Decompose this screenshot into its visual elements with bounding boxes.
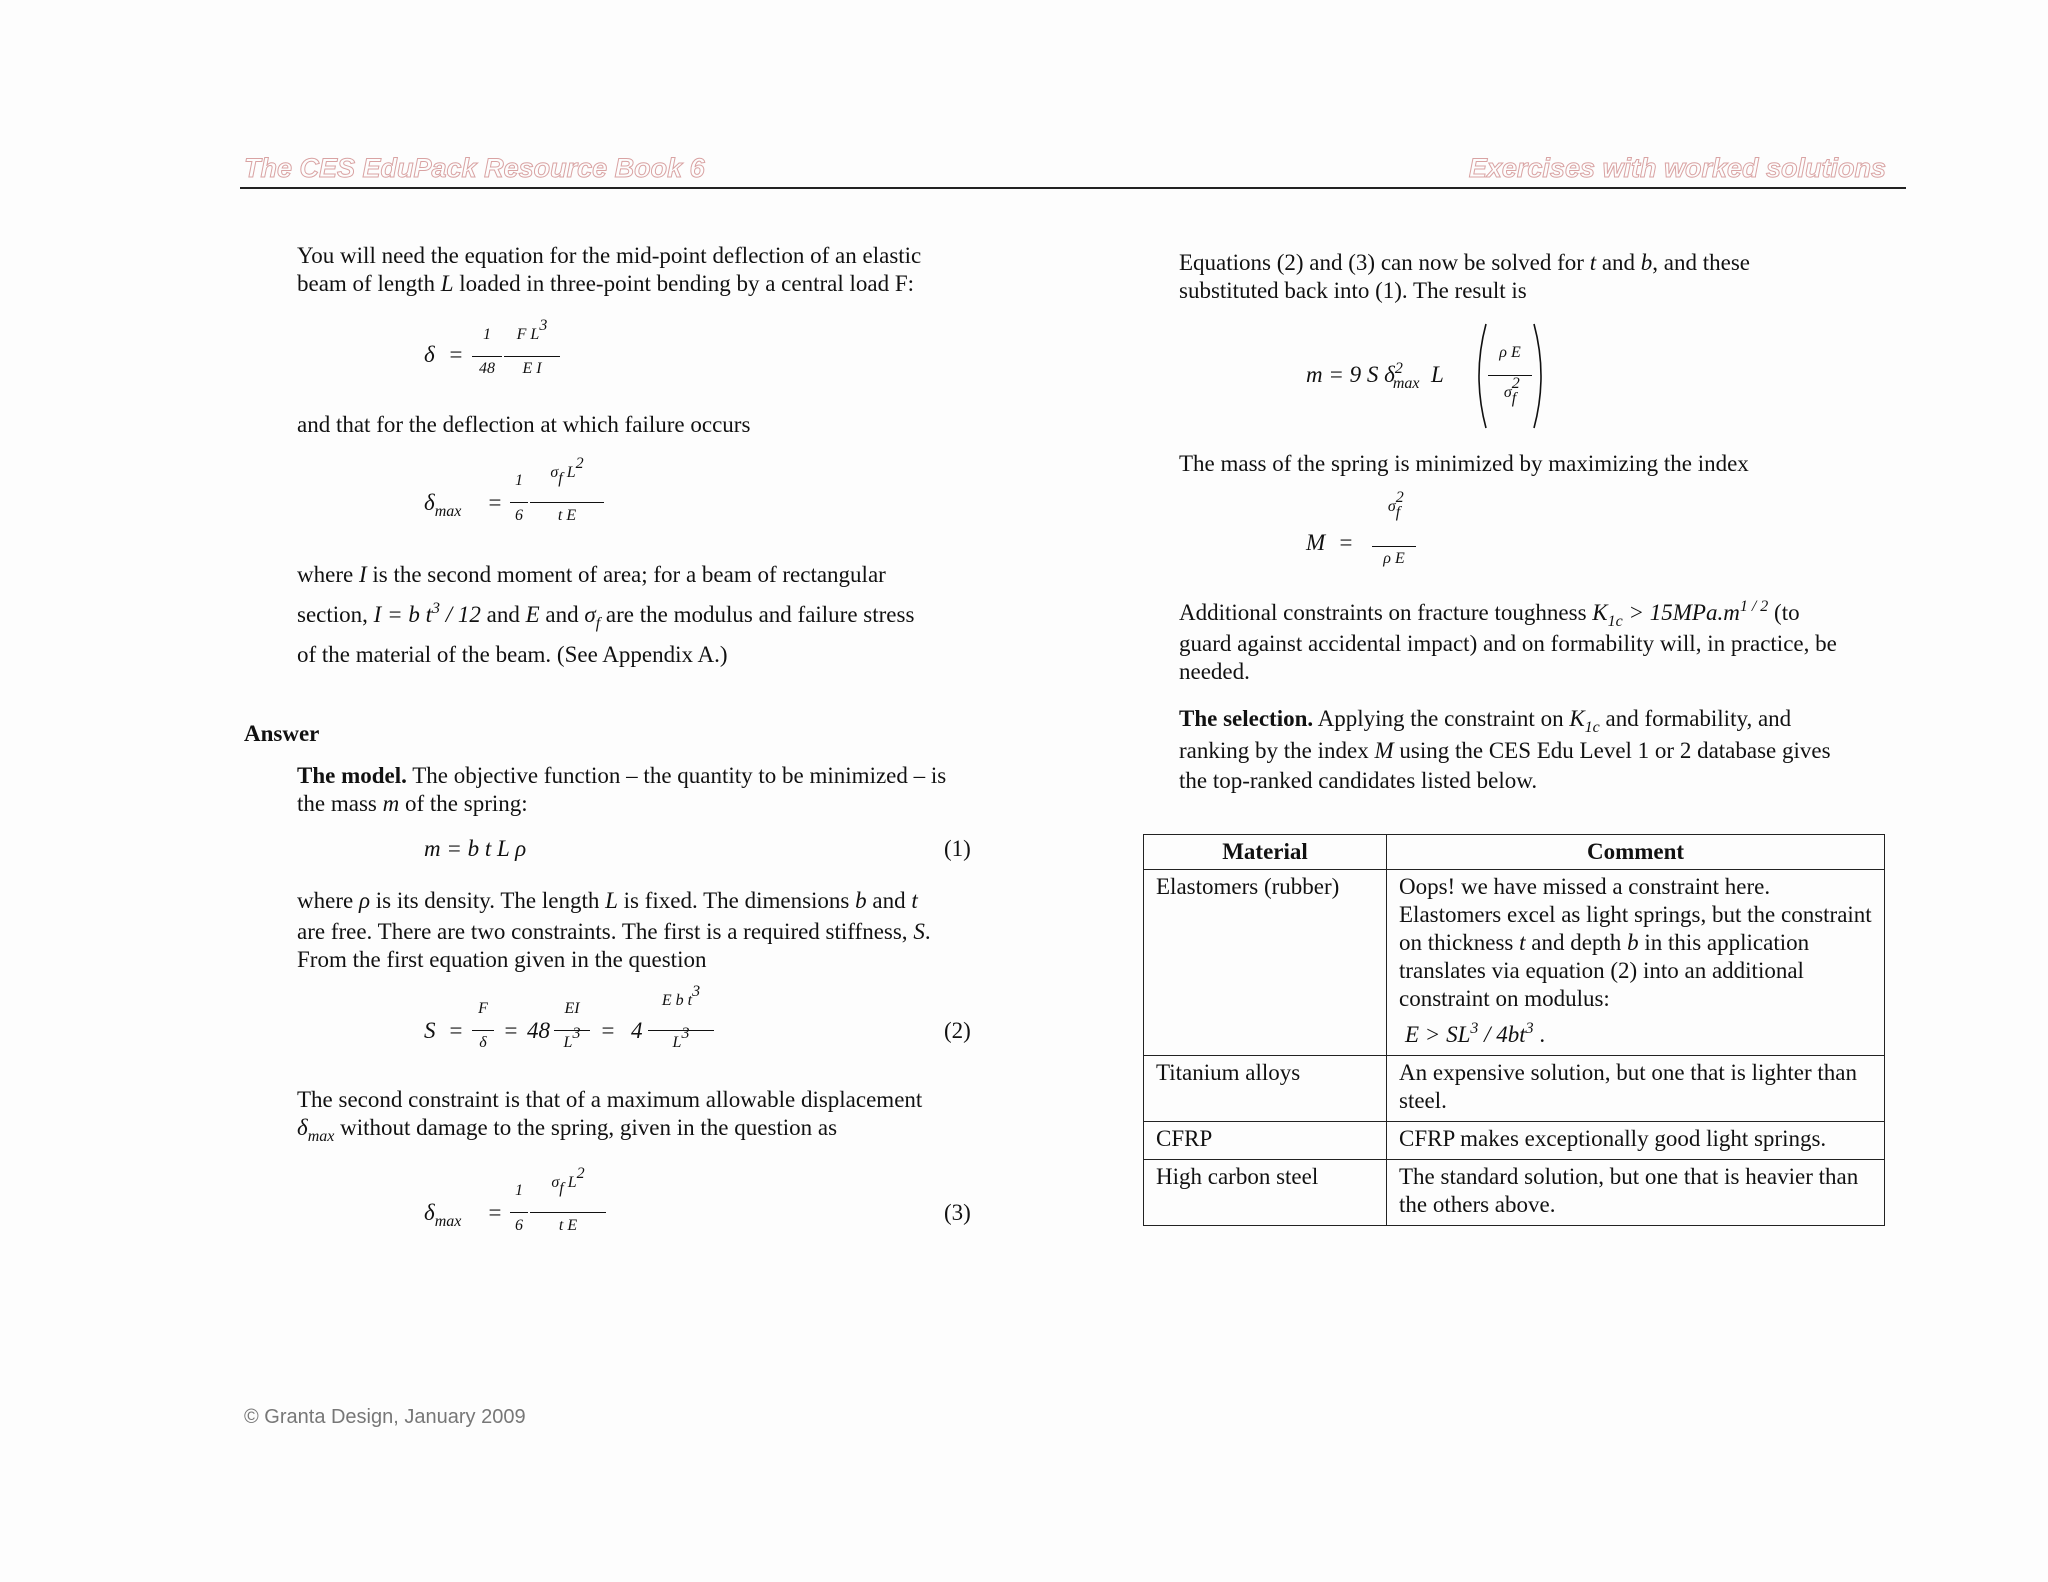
table-header-row (1144, 835, 1885, 870)
eq-num-1: 1 (515, 1182, 523, 1199)
where-line-1 (297, 555, 914, 595)
var-I: I (358, 562, 367, 587)
eq-rhoE: ρ E (1383, 550, 1405, 567)
eq-equals: = (487, 1200, 503, 1225)
text: loaded in three-point bending by a central load F: (453, 271, 915, 296)
bold-label: The selection. (1179, 706, 1314, 731)
var-t: t (911, 888, 918, 913)
fraction-bar (530, 502, 604, 503)
eq-sub: f (1395, 504, 1401, 521)
eq-sup: 3 (692, 983, 701, 1000)
eq-EI: EI (564, 1000, 580, 1017)
eq-L: L (563, 1034, 573, 1051)
fraction-bar (1372, 546, 1416, 547)
solve-line-2: substituted back into (1). The result is (1179, 278, 1527, 303)
eq-sup: 2 (575, 455, 584, 472)
text: the mass (297, 791, 383, 816)
text: are free. There are two constraints. The first is a required stiffness, (297, 919, 914, 944)
eq-equals: = (600, 1018, 616, 1043)
text: and (866, 888, 912, 913)
material-cell: High carbon steel (1144, 1160, 1387, 1226)
where-line-3: of the material of the beam. (See Appendix A.) (297, 642, 728, 667)
fraction-bar (1488, 375, 1532, 376)
sub: max (307, 1128, 335, 1145)
eq-sup: 2 (576, 1165, 585, 1182)
eq-sigma: σ (1503, 384, 1512, 401)
selection-paragraph (1179, 703, 1831, 795)
text: and (1596, 250, 1641, 275)
var-E: E (525, 602, 540, 627)
text: and formability, and (1599, 706, 1792, 731)
eq-sup: 3 (572, 1025, 581, 1042)
eq-sup: 3 (539, 317, 548, 334)
eq-sub: f (558, 470, 563, 487)
var-m: m (382, 791, 400, 816)
var-b: b (855, 888, 867, 913)
material-cell: Titanium alloys (1144, 1056, 1387, 1122)
where-paragraph (297, 555, 914, 675)
var-delta: δ (297, 1115, 308, 1140)
mass-text: The mass of the spring is minimized by maximizing the index (1179, 451, 1749, 476)
materials-table (1143, 834, 1885, 1226)
sub: f (595, 615, 601, 632)
formula: E > SL (1405, 1022, 1471, 1047)
text: Additional constraints on fracture toughness (1179, 600, 1593, 625)
eq-num-1: 1 (483, 326, 491, 343)
text: . (1533, 1022, 1546, 1047)
eq-delta: δ (424, 342, 435, 367)
eq-rhoE: ρ E (1499, 344, 1521, 361)
eq-den-6: 6 (515, 507, 523, 524)
model-line-2 (297, 790, 946, 818)
text: Applying the constraint on (1313, 706, 1570, 731)
eq-sub: f (559, 1180, 564, 1197)
var-S: S (913, 919, 925, 944)
solve-paragraph (1179, 249, 1750, 305)
eq-sub: f (1511, 390, 1517, 407)
sub: 1c (1584, 719, 1600, 736)
additional-constraints-paragraph (1179, 596, 1837, 686)
text: ranking by the index (1179, 738, 1375, 763)
text: , and these (1652, 250, 1751, 275)
sub: 1c (1607, 613, 1623, 630)
eq-equals: = (503, 1018, 519, 1043)
text: and (539, 602, 585, 627)
eq-sigma: σ (551, 1174, 560, 1191)
sel-line-2 (1179, 735, 1831, 767)
table-row (1144, 870, 1885, 1056)
comment-cell: CFRP makes exceptionally good light springs. (1387, 1122, 1885, 1160)
var-L: L (605, 888, 618, 913)
add-line-2: guard against accidental impact) and on formability will, in practice, be (1179, 631, 1837, 656)
text: and depth (1525, 930, 1628, 955)
fraction-bar (472, 1030, 494, 1031)
eq-delta: δ (424, 490, 435, 515)
sup: 1 / 2 (1739, 598, 1769, 615)
eq-sub: max (434, 1213, 462, 1230)
eq-den-48: 48 (479, 360, 495, 377)
second-constraint-paragraph (297, 1086, 923, 1145)
sup: 3 (431, 600, 440, 617)
formula: / 12 (439, 602, 481, 627)
var-t: t (1519, 930, 1526, 955)
comment-cell (1387, 870, 1885, 1056)
model-paragraph (297, 762, 946, 818)
text: Oops! we have missed a constraint here. Elastomers excel as light springs, but the constraint on thickness (1399, 874, 1872, 955)
var-M: M (1374, 738, 1394, 763)
column-header-comment: Comment (1387, 835, 1885, 870)
var-b: b (1640, 250, 1653, 275)
eq-L: L (567, 1174, 577, 1191)
eq-equals: = (448, 1018, 464, 1043)
equation-number-1: (1) (944, 836, 971, 861)
column-header-material: Material (1144, 835, 1387, 870)
modulus-formula (1399, 1021, 1872, 1049)
answer-heading: Answer (244, 721, 320, 746)
formula: > 15MPa.m (1622, 600, 1740, 625)
eq-sigma: σ (550, 464, 559, 481)
eq-sub: max (434, 503, 462, 520)
sup: 3 (1470, 1020, 1479, 1037)
material-cell: Elastomers (rubber) (1144, 870, 1387, 1056)
right-paren (1530, 322, 1550, 430)
solve-line-1 (1179, 249, 1750, 277)
sup: 3 (1525, 1020, 1534, 1037)
density-line-1 (297, 884, 931, 918)
eq-L: L (1430, 362, 1444, 387)
model-line-1 (297, 762, 946, 790)
eq-delta: δ (479, 1034, 487, 1051)
intro-line-1: You will need the equation for the mid-point deflection of an elastic (297, 243, 922, 268)
eq-4: 4 (631, 1018, 643, 1043)
intro-paragraph (297, 242, 921, 298)
text: and (480, 602, 526, 627)
equation-number-3: (3) (944, 1200, 971, 1225)
var-b: b (1627, 930, 1639, 955)
density-line-3: From the first equation given in the question (297, 947, 707, 972)
text: are the modulus and failure stress (600, 602, 915, 627)
eq-equals: = (487, 490, 503, 515)
intro-line-2 (297, 270, 921, 298)
eq-48: 48 (527, 1018, 550, 1043)
eq-sigma: σ (1387, 498, 1396, 515)
equation-number-2: (2) (944, 1018, 971, 1043)
text: is the second moment of area; for a beam of rectangular (366, 562, 886, 587)
eq-L: L (672, 1034, 682, 1051)
sel-line-3: the top-ranked candidates listed below. (1179, 768, 1538, 793)
var-K: K (1592, 600, 1608, 625)
eq-den-6: 6 (515, 1217, 523, 1234)
eq-num-1: 1 (515, 472, 523, 489)
text: where (297, 562, 359, 587)
eq-sup: 2 (1511, 375, 1520, 392)
add-line-3: needed. (1179, 659, 1250, 684)
eq-equals: = (1338, 530, 1354, 555)
comment-cell: An expensive solution, but one that is lighter than steel. (1387, 1056, 1885, 1122)
density-paragraph (297, 884, 931, 974)
header-left-title: The CES EduPack Resource Book 6 (244, 153, 705, 183)
eq-M: M (1306, 530, 1326, 555)
text: using the CES Edu Level 1 or 2 database gives (1393, 738, 1831, 763)
var-t: t (1589, 250, 1597, 275)
text: The objective function – the quantity to be minimized – is (406, 763, 947, 788)
eq-L: L (566, 464, 576, 481)
eq-sup: 2 (1394, 360, 1403, 377)
formula: I = b t (373, 602, 432, 627)
eq-sup: 2 (1395, 489, 1404, 506)
formula: / 4bt (1478, 1022, 1526, 1047)
second-line-1: The second constraint is that of a maximum allowable displacement (297, 1087, 923, 1112)
eq-FL: F L (516, 326, 540, 343)
text: is its density. The length (369, 888, 606, 913)
text: . (924, 919, 931, 944)
footer-copyright: © Granta Design, January 2009 (244, 1406, 526, 1428)
where-line-2 (297, 595, 914, 635)
text: where (297, 888, 359, 913)
material-cell: CFRP (1144, 1122, 1387, 1160)
eq-equals: = (448, 342, 464, 367)
equation-mass: m = b t L ρ (424, 836, 527, 861)
fraction-bar (510, 502, 528, 503)
sel-line-1 (1179, 703, 1831, 735)
eq-tE: t E (558, 1217, 578, 1234)
fraction-bar (504, 356, 560, 357)
eq-m: m = 9 S δ (1306, 362, 1395, 387)
left-paren (1470, 322, 1490, 430)
text: beam of length (297, 271, 441, 296)
eq-F: F (478, 1000, 488, 1017)
var-K: K (1569, 706, 1585, 731)
eq-tE: t E (557, 507, 577, 524)
failure-text: and that for the deflection at which failure occurs (297, 412, 751, 437)
text: is fixed. The dimensions (617, 888, 856, 913)
text: in this application translates via equation (2) into an additional constraint on modulus: (1399, 930, 1810, 1011)
eq-Ebt: E b t (661, 992, 693, 1009)
eq-sub: max (1392, 375, 1420, 392)
bold-label: The model. (297, 763, 407, 788)
fraction-bar (530, 1212, 606, 1213)
var-sigma: σ (584, 602, 596, 627)
table-row (1144, 1122, 1885, 1160)
header-right-title: Exercises with worked solutions (1468, 153, 1886, 183)
text: Equations (2) and (3) can now be solved for (1179, 250, 1590, 275)
eq-EI: E I (522, 360, 542, 377)
text: (to (1768, 600, 1800, 625)
text: section, (297, 602, 374, 627)
text: without damage to the spring, given in the question as (334, 1115, 838, 1140)
table-row (1144, 1056, 1885, 1122)
eq-sup: 3 (681, 1025, 690, 1042)
eq-delta: δ (424, 1200, 435, 1225)
table-row (1144, 1160, 1885, 1226)
fraction-bar (510, 1212, 528, 1213)
var-L: L (440, 271, 454, 296)
header-rule (240, 187, 1906, 189)
add-line-1 (1179, 596, 1837, 630)
comment-cell: The standard solution, but one that is heavier than the others above. (1387, 1160, 1885, 1226)
second-line-2 (297, 1114, 922, 1145)
density-line-2 (297, 918, 931, 946)
var-rho: ρ (358, 888, 370, 913)
text: of the spring: (399, 791, 528, 816)
fraction-bar (472, 356, 502, 357)
eq-S: S (424, 1018, 436, 1043)
